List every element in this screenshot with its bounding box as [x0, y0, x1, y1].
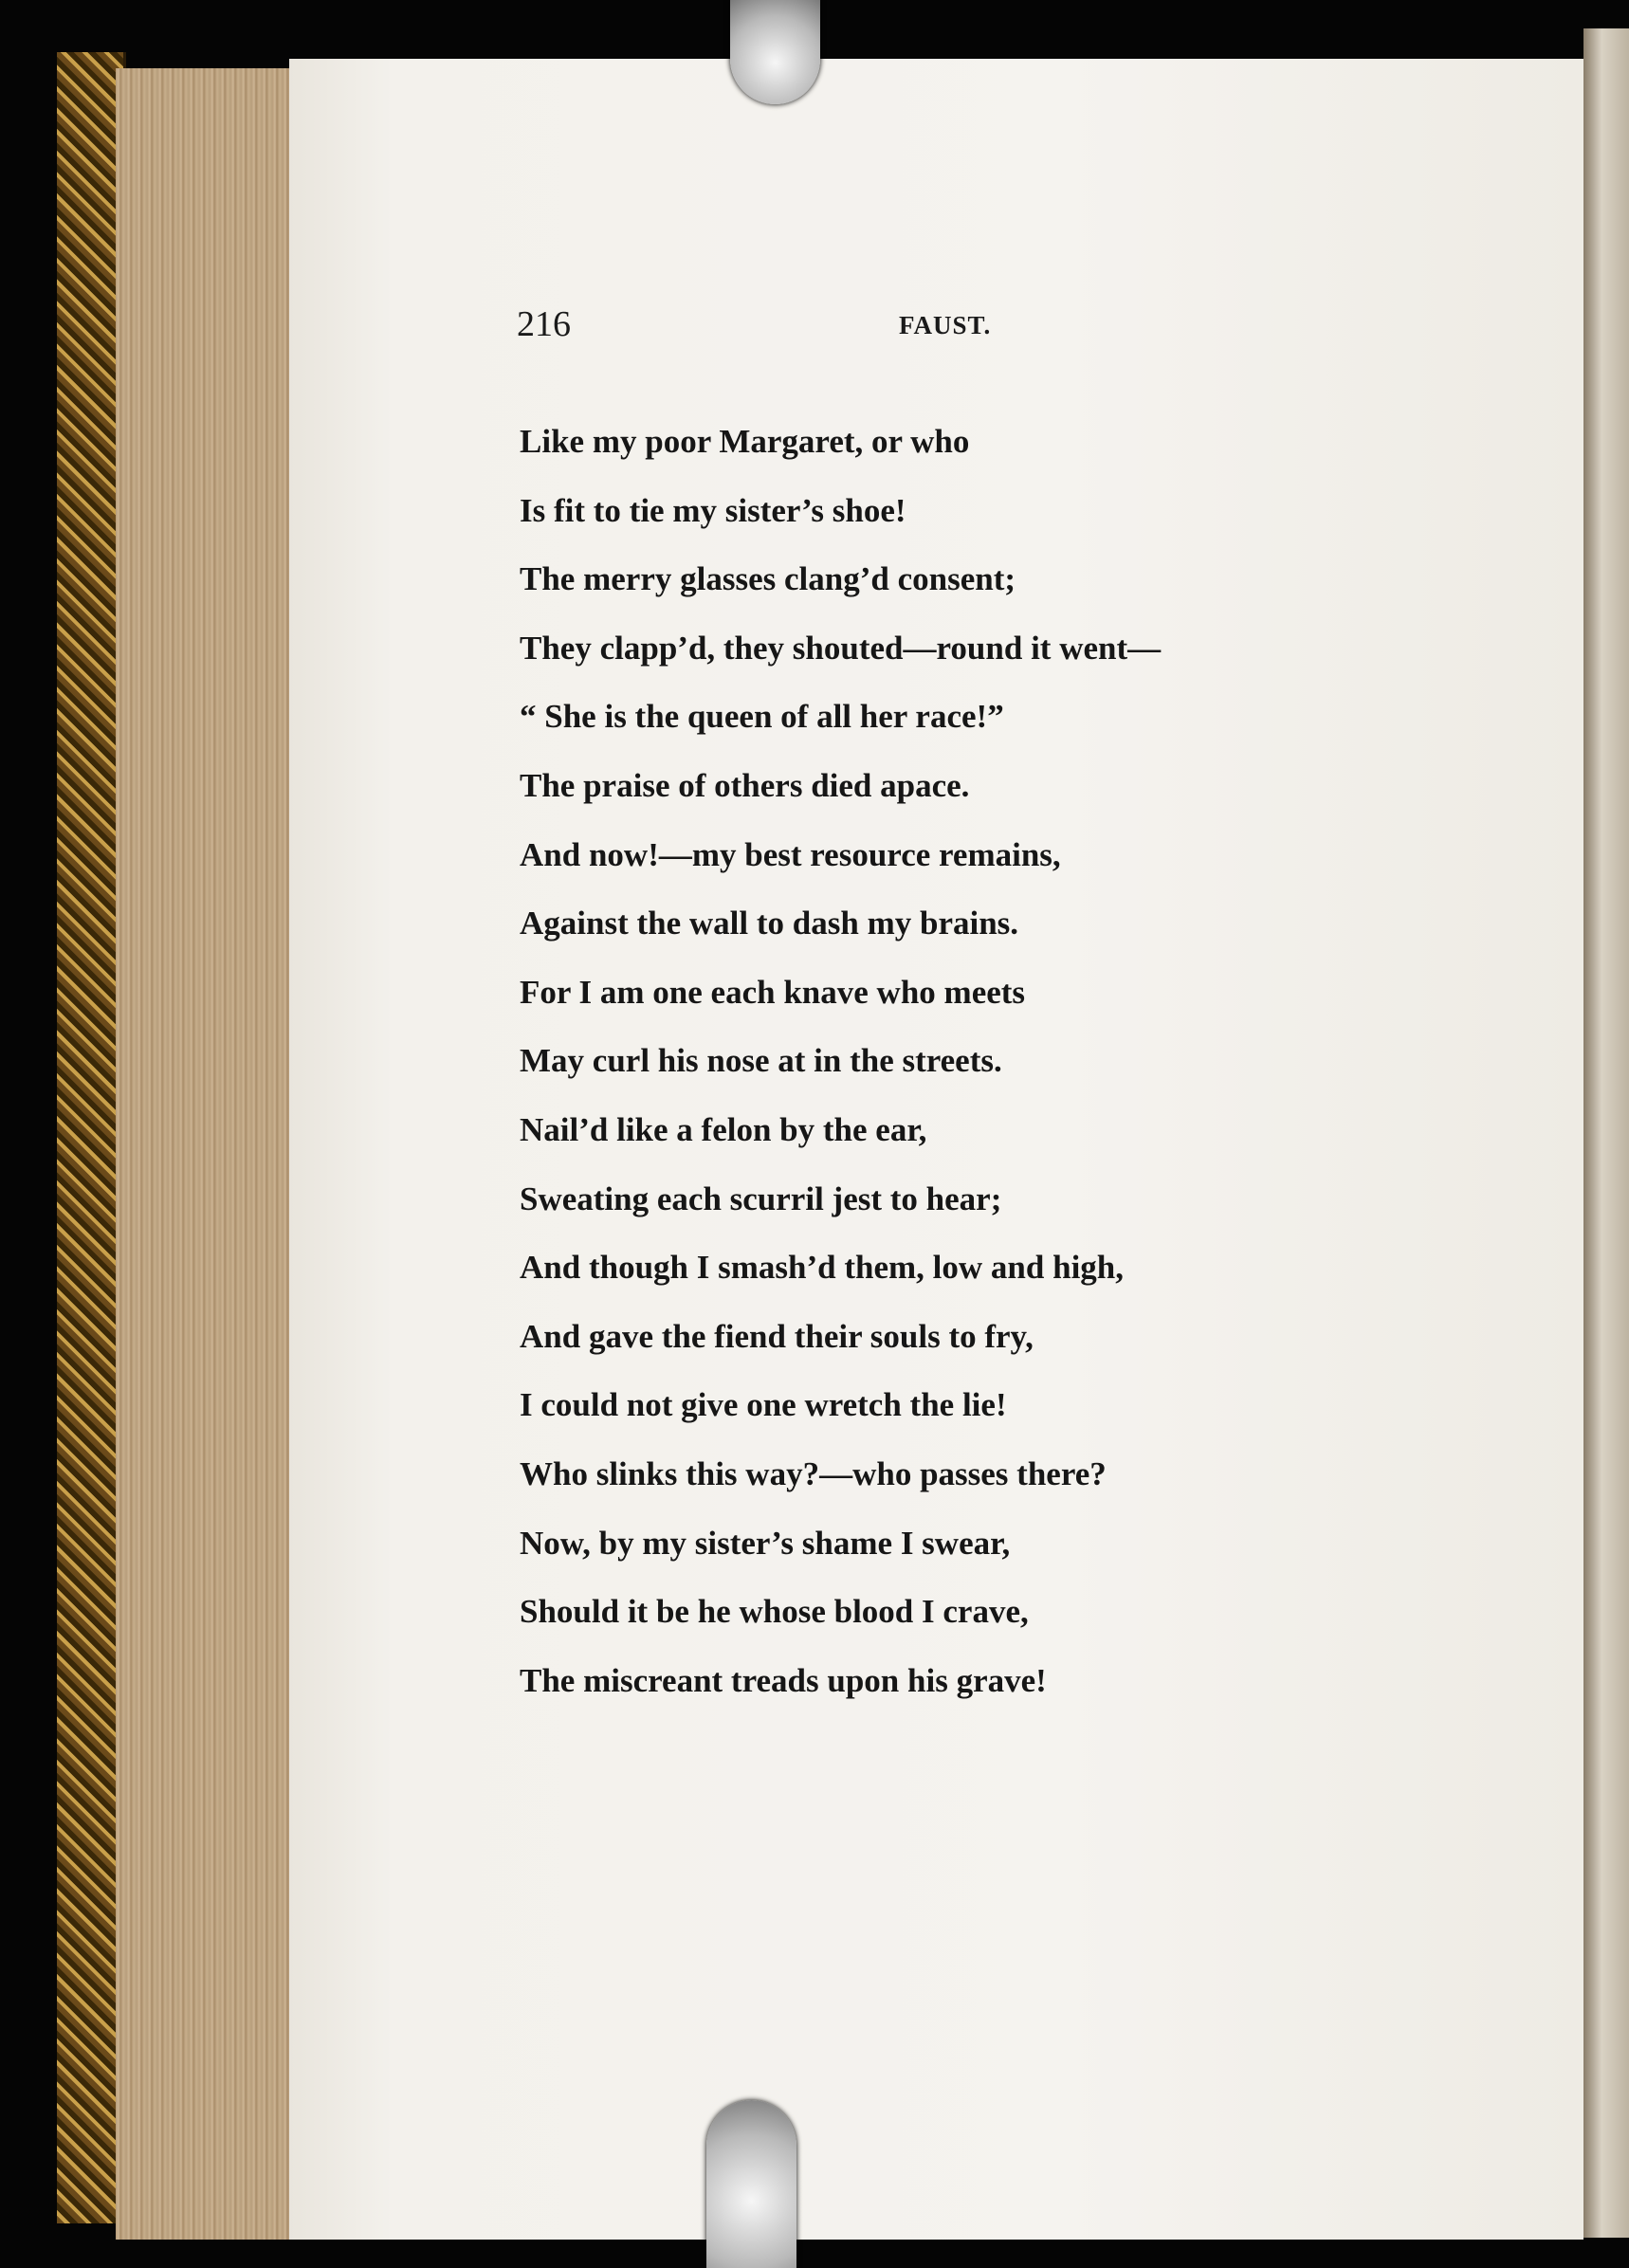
poem-line: The miscreant treads upon his grave! [520, 1661, 1047, 1699]
bottom-page-clip [706, 2100, 796, 2268]
page-fore-edge [116, 68, 294, 2240]
poem-line: Nail’d like a felon by the ear, [520, 1110, 927, 1148]
poem-line: Like my poor Margaret, or who [520, 423, 970, 460]
poem-line: May curl his nose at in the streets. [520, 1042, 1002, 1080]
poem-line: And gave the fiend their souls to fry, [520, 1317, 1034, 1355]
poem-line: Against the wall to dash my brains. [520, 905, 1019, 942]
page-number: 216 [517, 304, 571, 344]
poem-line: I could not give one wretch the lie! [520, 1386, 1007, 1424]
poem-text [520, 417, 1373, 1725]
facing-page-edge [1583, 28, 1629, 2238]
poem-line: They clapp’d, they shouted—round it went— [520, 629, 1162, 667]
poem-line: And now!—my best resource remains, [520, 835, 1061, 873]
top-page-clip [730, 0, 820, 104]
poem-line: Sweating each scurril jest to hear; [520, 1180, 1002, 1217]
poem-line: The praise of others died apace. [520, 766, 970, 804]
running-head: FAUST. [899, 311, 992, 339]
poem-line: Should it be he whose blood I crave, [520, 1593, 1029, 1631]
poem-line: Now, by my sister’s shame I swear, [520, 1524, 1011, 1562]
poem-line: The merry glasses clang’d consent; [520, 560, 1016, 598]
poem-line: And though I smash’d them, low and high, [520, 1249, 1125, 1287]
poem-line: Is fit to tie my sister’s shoe! [520, 491, 906, 529]
poem-line: Who slinks this way?—who passes there? [520, 1454, 1107, 1492]
poem-line: “ She is the queen of all her race!” [520, 698, 1004, 736]
poem-line: For I am one each knave who meets [520, 973, 1026, 1011]
